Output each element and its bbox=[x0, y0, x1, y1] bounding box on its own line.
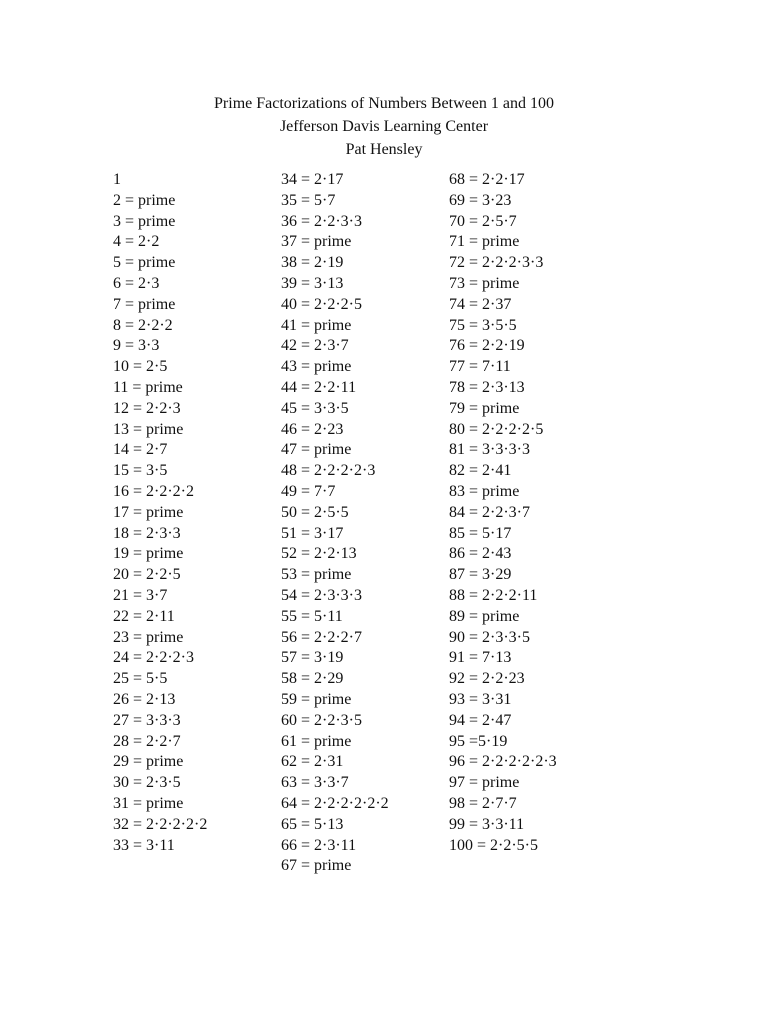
factorization-entry: 27 = 3·3·3 bbox=[113, 711, 181, 729]
factorization-entry: 75 = 3·5·5 bbox=[449, 316, 517, 334]
factorization-entry: 49 = 7·7 bbox=[281, 482, 336, 500]
factorization-entry: 98 = 2·7·7 bbox=[449, 794, 517, 812]
factorization-entry: 52 = 2·2·13 bbox=[281, 545, 357, 563]
factorization-entry: 87 = 3·29 bbox=[449, 566, 512, 584]
factorization-entry: 41 = prime bbox=[281, 316, 352, 334]
factorization-entry: 23 = prime bbox=[113, 628, 184, 646]
factorization-entry: 96 = 2·2·2·2·2·3 bbox=[449, 753, 557, 771]
factorization-entry: 14 = 2·7 bbox=[113, 441, 168, 459]
factorization-entry: 37 = prime bbox=[281, 233, 352, 251]
document-subtitle: Jefferson Davis Learning Center bbox=[279, 118, 489, 135]
factorization-entry: 25 = 5·5 bbox=[113, 670, 168, 688]
factorization-entry: 60 = 2·2·3·5 bbox=[281, 711, 363, 729]
factorization-entry: 57 = 3·19 bbox=[281, 649, 344, 667]
factorization-entry: 11 = prime bbox=[113, 378, 183, 396]
factorization-entry: 58 = 2·29 bbox=[281, 670, 344, 688]
factorization-entry: 70 = 2·5·7 bbox=[449, 212, 517, 230]
factorization-entry: 16 = 2·2·2·2 bbox=[113, 482, 195, 500]
factorization-entry: 12 = 2·2·3 bbox=[113, 399, 181, 417]
factorization-entry: 91 = 7·13 bbox=[449, 649, 512, 667]
document-header bbox=[0, 92, 768, 161]
factorization-entry: 55 = 5·11 bbox=[281, 607, 343, 625]
factorization-entry: 46 = 2·23 bbox=[281, 420, 344, 438]
factorization-entry: 90 = 2·3·3·5 bbox=[449, 628, 531, 646]
factorization-entry: 44 = 2·2·11 bbox=[281, 378, 357, 396]
factorization-entry: 56 = 2·2·2·7 bbox=[281, 628, 363, 646]
factorization-entry: 65 = 5·13 bbox=[281, 815, 344, 833]
factorization-entry: 80 = 2·2·2·2·5 bbox=[449, 420, 544, 438]
document-title: Prime Factorizations of Numbers Between 1 and 100 bbox=[214, 95, 554, 112]
factorization-entry: 45 = 3·3·5 bbox=[281, 399, 349, 417]
factorization-entry: 19 = prime bbox=[113, 545, 184, 563]
factorization-entry: 2 = prime bbox=[113, 191, 176, 209]
factorization-entry: 59 = prime bbox=[281, 690, 352, 708]
factorization-entry: 76 = 2·2·19 bbox=[449, 337, 525, 355]
factorization-entry: 67 = prime bbox=[281, 857, 352, 875]
factorization-entry: 64 = 2·2·2·2·2·2 bbox=[281, 794, 389, 812]
factorization-entry: 71 = prime bbox=[449, 233, 520, 251]
factorization-entry: 36 = 2·2·3·3 bbox=[281, 212, 363, 230]
factorization-entry: 30 = 2·3·5 bbox=[113, 774, 181, 792]
factorization-entry: 88 = 2·2·2·11 bbox=[449, 586, 538, 604]
factorization-entry: 74 = 2·37 bbox=[449, 295, 512, 313]
factorization-entry: 9 = 3·3 bbox=[113, 337, 160, 355]
factorization-entry: 24 = 2·2·2·3 bbox=[113, 649, 195, 667]
factorization-entry: 29 = prime bbox=[113, 753, 184, 771]
factorization-entry: 100 = 2·2·5·5 bbox=[449, 836, 539, 854]
factorization-entry: 83 = prime bbox=[449, 482, 520, 500]
factorization-entry: 1 bbox=[113, 171, 121, 188]
factorization-entry: 26 = 2·13 bbox=[113, 690, 176, 708]
factorization-entry: 7 = prime bbox=[113, 295, 176, 313]
factorization-entry: 39 = 3·13 bbox=[281, 274, 344, 292]
factorization-entry: 48 = 2·2·2·2·3 bbox=[281, 462, 376, 480]
factorization-entry: 34 = 2·17 bbox=[281, 171, 344, 188]
factorization-entry: 81 = 3·3·3·3 bbox=[449, 441, 531, 459]
factorization-entry: 38 = 2·19 bbox=[281, 254, 344, 272]
factorization-entry: 63 = 3·3·7 bbox=[281, 774, 349, 792]
factorization-entry: 77 = 7·11 bbox=[449, 358, 511, 376]
factorization-entry: 47 = prime bbox=[281, 441, 352, 459]
factorization-entry: 94 = 2·47 bbox=[449, 711, 512, 729]
factorization-entry: 33 = 3·11 bbox=[113, 836, 175, 854]
factorization-entry: 8 = 2·2·2 bbox=[113, 316, 173, 334]
document-author: Pat Hensley bbox=[345, 141, 423, 158]
factorization-entry: 62 = 2·31 bbox=[281, 753, 344, 771]
factorization-entry: 89 = prime bbox=[449, 607, 520, 625]
factorization-entry: 92 = 2·2·23 bbox=[449, 670, 525, 688]
factorization-entry: 20 = 2·2·5 bbox=[113, 566, 181, 584]
factorization-entry: 79 = prime bbox=[449, 399, 520, 417]
factorization-entry: 85 = 5·17 bbox=[449, 524, 512, 542]
factorization-entry: 68 = 2·2·17 bbox=[449, 171, 525, 188]
factorization-entry: 3 = prime bbox=[113, 212, 176, 230]
factorization-entry: 17 = prime bbox=[113, 503, 184, 521]
factorization-entry: 13 = prime bbox=[113, 420, 184, 438]
factorization-entry: 93 = 3·31 bbox=[449, 690, 512, 708]
factorization-entry: 95 =5·19 bbox=[449, 732, 508, 750]
factorization-entry: 53 = prime bbox=[281, 566, 352, 584]
factorization-entry: 99 = 3·3·11 bbox=[449, 815, 525, 833]
factorization-entry: 78 = 2·3·13 bbox=[449, 378, 525, 396]
factorization-entry: 73 = prime bbox=[449, 274, 520, 292]
factorization-entry: 72 = 2·2·2·3·3 bbox=[449, 254, 544, 272]
factorization-entry: 50 = 2·5·5 bbox=[281, 503, 349, 521]
factorization-entry: 28 = 2·2·7 bbox=[113, 732, 181, 750]
factorization-entry: 22 = 2·11 bbox=[113, 607, 175, 625]
factorization-entry: 4 = 2·2 bbox=[113, 233, 160, 251]
factorization-entry: 43 = prime bbox=[281, 358, 352, 376]
factorization-column-3 bbox=[449, 170, 557, 856]
factorization-entry: 10 = 2·5 bbox=[113, 358, 168, 376]
factorization-entry: 86 = 2·43 bbox=[449, 545, 512, 563]
factorization-entry: 61 = prime bbox=[281, 732, 352, 750]
factorization-entry: 40 = 2·2·2·5 bbox=[281, 295, 363, 313]
factorization-entry: 6 = 2·3 bbox=[113, 274, 160, 292]
factorization-column-1 bbox=[113, 170, 207, 856]
factorization-entry: 82 = 2·41 bbox=[449, 462, 512, 480]
factorization-entry: 15 = 3·5 bbox=[113, 462, 168, 480]
factorization-entry: 51 = 3·17 bbox=[281, 524, 344, 542]
factorization-column-2 bbox=[281, 170, 389, 877]
factorization-entry: 69 = 3·23 bbox=[449, 191, 512, 209]
factorization-entry: 35 = 5·7 bbox=[281, 191, 336, 209]
factorization-entry: 21 = 3·7 bbox=[113, 586, 168, 604]
factorization-entry: 84 = 2·2·3·7 bbox=[449, 503, 531, 521]
factorization-entry: 18 = 2·3·3 bbox=[113, 524, 181, 542]
factorization-entry: 42 = 2·3·7 bbox=[281, 337, 349, 355]
factorization-entry: 32 = 2·2·2·2·2 bbox=[113, 815, 208, 833]
factorization-entry: 31 = prime bbox=[113, 794, 184, 812]
factorization-entry: 5 = prime bbox=[113, 254, 176, 272]
factorization-entry: 54 = 2·3·3·3 bbox=[281, 586, 363, 604]
factorization-entry: 97 = prime bbox=[449, 774, 520, 792]
factorization-entry: 66 = 2·3·11 bbox=[281, 836, 357, 854]
